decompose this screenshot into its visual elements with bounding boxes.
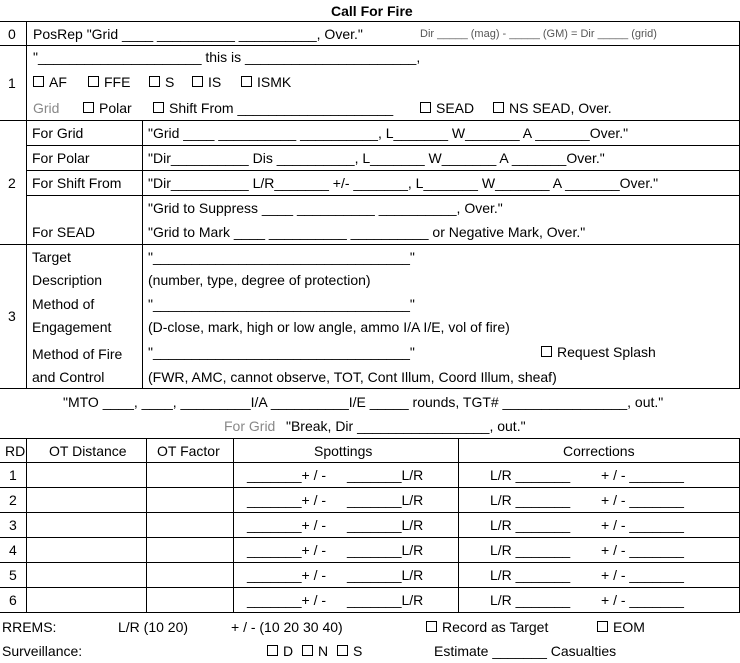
divider xyxy=(0,512,740,513)
divider xyxy=(142,244,143,388)
break-text: "Break, Dir _________________, out." xyxy=(286,418,526,434)
checkbox[interactable] xyxy=(541,346,552,357)
checkbox[interactable] xyxy=(83,102,94,113)
checkbox[interactable] xyxy=(88,76,99,87)
spotting-lr: _______L/R xyxy=(347,567,424,583)
and-control-label: and Control xyxy=(32,369,105,385)
checkbox[interactable] xyxy=(192,76,203,87)
divider xyxy=(0,537,740,538)
correction-lr: L/R _______ xyxy=(490,592,571,608)
option-label: N xyxy=(318,643,329,659)
checkbox[interactable] xyxy=(420,102,431,113)
correction-lr: L/R _______ xyxy=(490,567,571,583)
spotting-pm: _______+ / - xyxy=(247,517,327,533)
method-of-label: Method of xyxy=(32,296,95,312)
correction-lr: L/R _______ xyxy=(490,467,571,483)
divider xyxy=(0,612,740,613)
correction-lr: L/R _______ xyxy=(490,542,571,558)
sead-suppress-text: "Grid to Suppress ____ __________ __________, Over." xyxy=(148,200,503,216)
mof-blank: "_________________________________" xyxy=(148,344,415,360)
divider xyxy=(0,21,740,22)
checkbox[interactable] xyxy=(337,645,348,656)
break-grid-label: For Grid xyxy=(224,418,276,434)
rrems-lr: L/R (10 20) xyxy=(118,619,189,635)
spotting-pm: _______+ / - xyxy=(247,492,327,508)
option-label: ISMK xyxy=(257,74,292,90)
correction-lr: L/R _______ xyxy=(490,492,571,508)
grid-label: Grid xyxy=(33,100,60,116)
correction-pm: + / - _______ xyxy=(601,592,684,608)
correction-pm: + / - _______ xyxy=(601,567,684,583)
checkbox[interactable] xyxy=(267,645,278,656)
for-polar-text: "Dir__________ Dis __________, L_______ W_______ A _______Over." xyxy=(148,150,605,166)
option-ffe[interactable] xyxy=(88,75,130,89)
rd-number: 4 xyxy=(9,542,17,558)
header-ot-distance: OT Distance xyxy=(49,443,127,459)
estimate-casualties: Estimate _______ Casualties xyxy=(434,643,617,659)
correction-pm: + / - _______ xyxy=(601,492,684,508)
divider xyxy=(26,438,27,612)
spotting-pm: _______+ / - xyxy=(247,567,327,583)
spotting-pm: _______+ / - xyxy=(247,467,327,483)
correction-lr: L/R _______ xyxy=(490,517,571,533)
divider xyxy=(0,562,740,563)
divider xyxy=(0,244,740,245)
divider xyxy=(0,438,740,439)
checkbox[interactable] xyxy=(153,102,164,113)
sead-mark-text: "Grid to Mark ____ __________ __________ or Negative Mark, Over." xyxy=(148,224,586,240)
rd-number: 1 xyxy=(9,467,17,483)
option-label: EOM xyxy=(613,619,645,635)
option-label: Shift From ____________________ xyxy=(169,100,394,116)
eom-option[interactable] xyxy=(597,620,645,634)
option-label: SEAD xyxy=(436,100,475,116)
checkbox[interactable] xyxy=(241,76,252,87)
rd-number: 5 xyxy=(9,567,17,583)
observer-id-text: "_____________________ this is ______________________, xyxy=(33,49,421,65)
option-label: Record as Target xyxy=(442,619,549,635)
option-label: S xyxy=(353,643,363,659)
rd-number: 6 xyxy=(9,592,17,608)
record-as-target-option[interactable] xyxy=(426,620,548,634)
posrep-text: PosRep "Grid ____ __________ __________, Over." xyxy=(33,26,363,42)
description-label: Description xyxy=(32,272,103,288)
checkbox[interactable] xyxy=(597,621,608,632)
spotting-lr: _______L/R xyxy=(347,517,424,533)
for-grid-text: "Grid ____ __________ __________, L_______ W_______ A _______Over." xyxy=(148,125,629,141)
option-label: S xyxy=(165,74,175,90)
for-shift-label: For Shift From xyxy=(32,175,122,191)
divider xyxy=(142,120,143,244)
surveillance-n-option[interactable] xyxy=(302,644,328,658)
rrems-label: RREMS: xyxy=(2,619,57,635)
surveillance-d-option[interactable] xyxy=(267,644,293,658)
rd-number: 2 xyxy=(9,492,17,508)
line-number: 0 xyxy=(8,26,16,42)
header-rd: RD xyxy=(5,443,26,459)
surveillance-s-option[interactable] xyxy=(337,644,362,658)
divider xyxy=(0,487,740,488)
line-number: 1 xyxy=(8,75,16,91)
divider xyxy=(0,388,740,389)
option-ismk[interactable] xyxy=(241,75,291,89)
divider xyxy=(26,170,740,171)
divider xyxy=(26,21,27,388)
option-label: FFE xyxy=(104,74,131,90)
engagement-label: Engagement xyxy=(32,319,112,335)
mof-label: Method of Fire xyxy=(32,346,123,362)
surveillance-label: Surveillance: xyxy=(2,643,83,659)
form-title: Call For Fire xyxy=(331,3,413,19)
header-ot-factor: OT Factor xyxy=(157,443,220,459)
checkbox[interactable] xyxy=(33,76,44,87)
for-polar-label: For Polar xyxy=(32,150,90,166)
spotting-lr: _______L/R xyxy=(347,492,424,508)
dir-formula: Dir _____ (mag) - _____ (GM) = Dir _____ (grid) xyxy=(420,28,657,40)
for-shift-text: "Dir__________ L/R_______ +/- _______, L_______ W_______ A _______Over." xyxy=(148,175,659,191)
for-grid-label: For Grid xyxy=(32,125,84,141)
option-label: IS xyxy=(208,74,222,90)
option-s[interactable] xyxy=(149,75,174,89)
divider xyxy=(0,45,740,46)
target-hint: (number, type, degree of protection) xyxy=(148,272,371,288)
for-sead-label: For SEAD xyxy=(32,224,96,240)
checkbox[interactable] xyxy=(149,76,160,87)
engagement-hint: (D-close, mark, high or low angle, ammo I/A I/E, vol of fire) xyxy=(148,319,510,335)
option-label: D xyxy=(283,643,294,659)
option-label: Polar xyxy=(99,100,132,116)
option-shift-from[interactable] xyxy=(153,101,393,115)
rrems-pm: + / - (10 20 30 40) xyxy=(231,619,343,635)
option-ns-sead[interactable] xyxy=(493,101,612,115)
line-number: 3 xyxy=(8,308,16,324)
target-label: Target xyxy=(32,249,71,265)
divider xyxy=(0,587,740,588)
divider xyxy=(458,438,459,612)
checkbox[interactable] xyxy=(426,621,437,632)
request-splash-option[interactable] xyxy=(541,345,656,359)
header-corrections: Corrections xyxy=(563,443,635,459)
divider xyxy=(0,462,740,463)
spotting-lr: _______L/R xyxy=(347,592,424,608)
divider xyxy=(0,120,740,121)
spotting-lr: _______L/R xyxy=(347,542,424,558)
rd-number: 3 xyxy=(9,517,17,533)
checkbox[interactable] xyxy=(493,102,504,113)
correction-pm: + / - _______ xyxy=(601,542,684,558)
line-number: 2 xyxy=(8,175,16,191)
divider xyxy=(26,195,740,196)
spotting-pm: _______+ / - xyxy=(247,542,327,558)
mto-text: "MTO ____, ____, _________I/A __________I/E _____ rounds, TGT# ________________, out." xyxy=(63,394,664,410)
header-spottings: Spottings xyxy=(314,443,373,459)
option-af[interactable] xyxy=(33,75,67,89)
target-blank: "_________________________________" xyxy=(148,249,415,265)
correction-pm: + / - _______ xyxy=(601,467,684,483)
divider xyxy=(26,145,740,146)
option-polar[interactable] xyxy=(83,101,132,115)
option-label: NS SEAD, Over. xyxy=(509,100,612,116)
option-is[interactable] xyxy=(192,75,221,89)
checkbox[interactable] xyxy=(302,645,313,656)
option-sead[interactable] xyxy=(420,101,474,115)
mof-hint: (FWR, AMC, cannot observe, TOT, Cont Illum, Coord Illum, sheaf) xyxy=(148,369,557,385)
option-label: Request Splash xyxy=(557,344,656,360)
divider xyxy=(233,438,234,612)
engagement-blank: "_________________________________" xyxy=(148,296,415,312)
spotting-pm: _______+ / - xyxy=(247,592,327,608)
divider xyxy=(146,438,147,612)
correction-pm: + / - _______ xyxy=(601,517,684,533)
option-label: AF xyxy=(49,74,67,90)
spotting-lr: _______L/R xyxy=(347,467,424,483)
